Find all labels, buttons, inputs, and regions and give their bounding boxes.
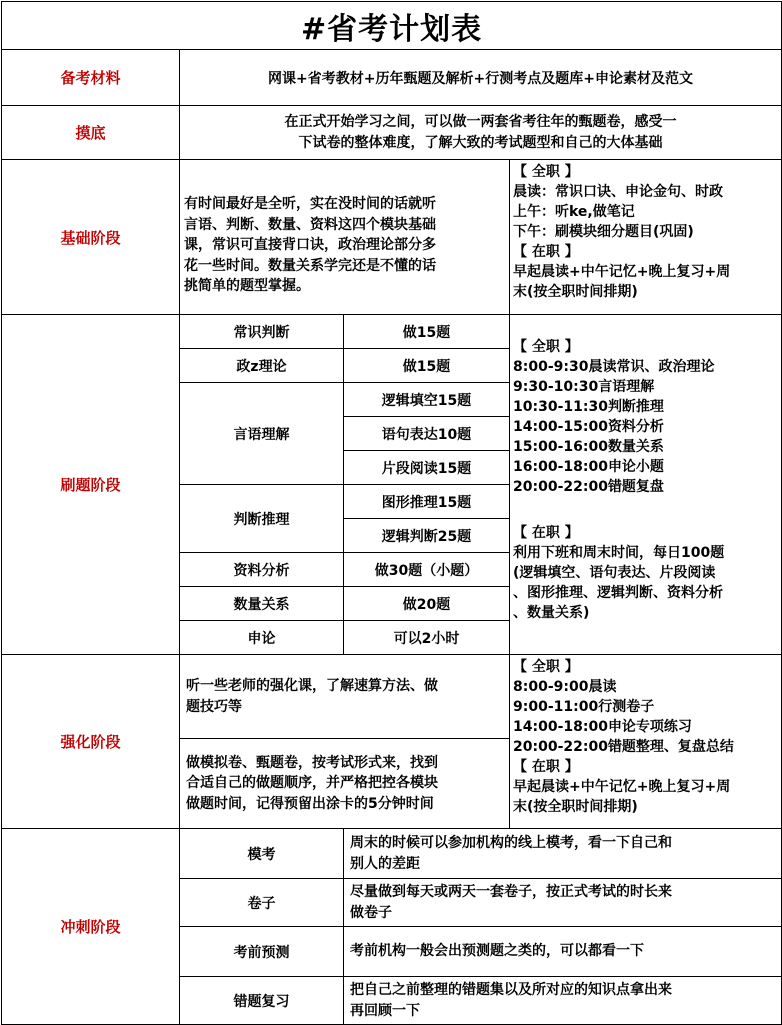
schedule-line: 早起晨读+中午记忆+晚上复习+周: [513, 264, 731, 280]
schedule-line: 利用下班和周末时间，每日100题: [513, 545, 725, 561]
practice-task: 语句表达10题: [344, 417, 510, 451]
materials-label: 备考材料: [2, 50, 180, 106]
schedule-line: 8:00-9:30晨读常识、政治理论: [513, 359, 715, 375]
schedule-line: 晨读：常识口诀、申论金句、时政: [513, 184, 723, 200]
practice-task: 可以2小时: [344, 621, 510, 655]
strengthen-desc-line: 做模拟卷、甄题卷，按考试形式来，找到: [186, 754, 438, 771]
practice-task: 做15题: [344, 315, 510, 349]
schedule-heading-fulltime: 【 全职 】: [513, 659, 579, 675]
practice-task: 做15题: [344, 349, 510, 383]
schedule-line: 16:00-18:00申论小题: [513, 459, 664, 475]
schedule-line: 8:00-9:00晨读: [513, 679, 617, 695]
schedule-line: 、图形推理、逻辑判断、资料分析: [513, 585, 723, 601]
foundation-desc-line: 课，常识可直接背口诀，政治理论部分多: [184, 237, 436, 254]
sprint-item: 错题复习: [180, 977, 344, 1025]
schedule-heading-parttime: 【 在职 】: [513, 525, 579, 541]
intro-line: 在正式开始学习之间，可以做一两套省考往年的甄题卷，感受一: [284, 113, 677, 130]
intro-content: [180, 106, 782, 160]
schedule-heading-parttime: 【 在职 】: [513, 244, 579, 260]
schedule-line: 20:00-22:00错题整理、复盘总结: [513, 739, 734, 755]
schedule-heading-parttime: 【 在职 】: [513, 759, 579, 775]
schedule-heading-fulltime: 【 全职 】: [513, 339, 579, 355]
intro-line: 下试卷的整体难度，了解大致的考试题型和自己的大体基础: [298, 134, 663, 151]
strengthen-description-2: [180, 739, 510, 829]
intro-label: 摸底: [2, 106, 180, 160]
sprint-detail: [344, 977, 782, 1025]
sprint-detail-line: 再回顾一下: [350, 1002, 420, 1019]
schedule-line: 上午：听ke,做笔记: [513, 204, 635, 220]
sprint-detail-line: 考前机构一般会出预测题之类的，可以都看一下: [350, 943, 644, 960]
sprint-detail-line: 把自己之前整理的错题集以及所对应的知识点拿出来: [350, 982, 672, 998]
practice-module: 常识判断: [180, 315, 344, 349]
plan-table: [1, 1, 782, 1025]
practice-task: 图形推理15题: [344, 485, 510, 519]
schedule-line: (逻辑填空、语句表达、片段阅读: [513, 565, 716, 581]
sprint-detail-line: 做卷子: [350, 904, 392, 921]
foundation-desc-line: 有时间最好是全听，实在没时间的话就听: [184, 196, 436, 213]
sprint-item: 考前预测: [180, 927, 344, 977]
schedule-heading-fulltime: 【 全职 】: [513, 164, 579, 180]
strengthen-schedule: [510, 655, 782, 829]
foundation-desc-line: 言语、判断、数量、资料这四个模块基础: [184, 216, 436, 233]
schedule-line: 末(按全职时间排期): [513, 799, 638, 815]
schedule-line: 早起晨读+中午记忆+晚上复习+周: [513, 779, 731, 795]
practice-task: 片段阅读15题: [344, 451, 510, 485]
schedule-line: 15:00-16:00数量关系: [513, 439, 664, 455]
sprint-detail: [344, 829, 782, 879]
practice-task: 做20题: [344, 587, 510, 621]
schedule-line: 、数量关系): [513, 605, 590, 621]
sprint-item: 模考: [180, 829, 344, 879]
materials-content: 网课+省考教材+历年甄题及解析+行测考点及题库+申论素材及范文: [180, 50, 782, 106]
foundation-schedule: [510, 160, 782, 315]
schedule-line: 9:30-10:30言语理解: [513, 379, 655, 395]
schedule-line: 下午：刷模块细分题目(巩固): [513, 224, 694, 240]
sprint-item: 卷子: [180, 879, 344, 927]
foundation-description: [180, 160, 510, 315]
schedule-line: 9:00-11:00行测卷子: [513, 699, 655, 715]
sprint-detail-line: 周末的时候可以参加机构的线上模考，看一下自己和: [350, 835, 672, 851]
schedule-line: 末(按全职时间排期): [513, 284, 638, 300]
strengthen-label: 强化阶段: [2, 655, 180, 829]
strengthen-desc-line: 做题时间，记得预留出涂卡的5分钟时间: [186, 795, 434, 812]
strengthen-desc-line: 听一些老师的强化课，了解速算方法、做: [186, 678, 438, 694]
schedule-line: 14:00-15:00资料分析: [513, 419, 664, 435]
page-title: #省考计划表: [2, 2, 782, 50]
foundation-desc-line: 花一些时间。数量关系学完还是不懂的话: [184, 257, 436, 274]
sprint-detail: [344, 927, 782, 977]
practice-module: 申论: [180, 621, 344, 655]
strengthen-description-1: [180, 655, 510, 739]
sprint-detail-line: 尽量做到每天或两天一套卷子，按正式考试的时长来: [350, 884, 672, 900]
practice-task: 逻辑填空15题: [344, 383, 510, 417]
practice-module: 数量关系: [180, 587, 344, 621]
practice-schedule: [510, 315, 782, 655]
practice-module: 判断推理: [180, 485, 344, 553]
practice-task: 做30题（小题）: [344, 553, 510, 587]
strengthen-desc-line: 合适自己的做题顺序，并严格把控各模块: [186, 775, 438, 792]
practice-label: 刷题阶段: [2, 315, 180, 655]
practice-module: 政z理论: [180, 349, 344, 383]
sprint-detail-line: 别人的差距: [350, 855, 420, 872]
sprint-detail: [344, 879, 782, 927]
schedule-line: 20:00-22:00错题复盘: [513, 479, 664, 495]
foundation-label: 基础阶段: [2, 160, 180, 315]
practice-task: 逻辑判断25题: [344, 519, 510, 553]
practice-module: 言语理解: [180, 383, 344, 485]
foundation-desc-line: 挑简单的题型掌握。: [184, 278, 310, 295]
schedule-line: 14:00-18:00申论专项练习: [513, 719, 692, 735]
strengthen-desc-line: 题技巧等: [186, 698, 242, 715]
schedule-line: 10:30-11:30判断推理: [513, 399, 664, 415]
practice-module: 资料分析: [180, 553, 344, 587]
sprint-label: 冲刺阶段: [2, 829, 180, 1025]
